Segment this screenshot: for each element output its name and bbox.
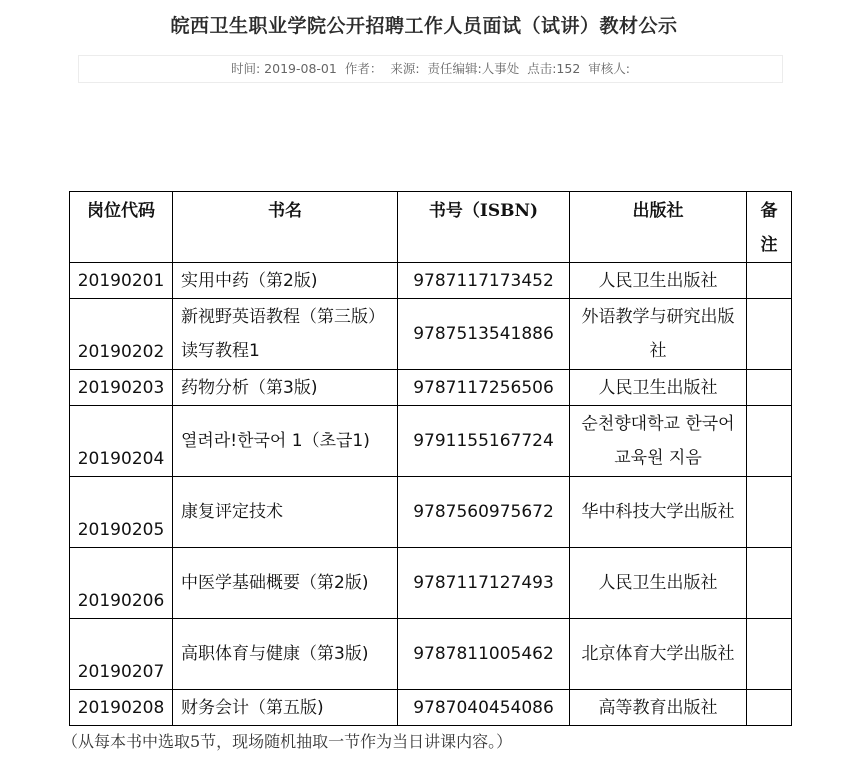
cell-isbn: 9787513541886 bbox=[398, 299, 570, 370]
table-row bbox=[70, 619, 792, 690]
cell-note bbox=[747, 548, 792, 619]
textbook-table bbox=[69, 191, 792, 726]
cell-isbn: 9787117256506 bbox=[398, 370, 570, 406]
cell-title: 열려라!한국어 1（초급1) bbox=[173, 406, 398, 477]
cell-title: 新视野英语教程（第三版）读写教程1 bbox=[173, 299, 398, 370]
header-isbn: 书号（ISBN) bbox=[398, 192, 570, 263]
table-row bbox=[70, 406, 792, 477]
cell-title: 康复评定技术 bbox=[173, 477, 398, 548]
cell-publisher: 北京体育大学出版社 bbox=[570, 619, 747, 690]
cell-isbn: 9787040454086 bbox=[398, 690, 570, 726]
header-note: 备注 bbox=[747, 192, 792, 263]
meta-time: 时间: 2019-08-01 bbox=[230, 61, 337, 76]
meta-editor: 责任编辑:人事处 bbox=[427, 61, 520, 76]
table-row bbox=[70, 690, 792, 726]
cell-title: 财务会计（第五版) bbox=[173, 690, 398, 726]
table-row bbox=[70, 263, 792, 299]
cell-code: 20190202 bbox=[70, 299, 173, 370]
header-publisher: 出版社 bbox=[570, 192, 747, 263]
footnote: （从每本书中选取5节，现场随机抽取一节作为当日讲课内容。） bbox=[62, 732, 513, 751]
cell-isbn: 9787560975672 bbox=[398, 477, 570, 548]
table-row bbox=[70, 299, 792, 370]
cell-isbn: 9787117127493 bbox=[398, 548, 570, 619]
meta-clicks: 点击:152 bbox=[527, 61, 581, 76]
cell-isbn: 9787811005462 bbox=[398, 619, 570, 690]
cell-publisher: 人民卫生出版社 bbox=[570, 548, 747, 619]
cell-note bbox=[747, 619, 792, 690]
table-row bbox=[70, 548, 792, 619]
cell-code: 20190203 bbox=[70, 370, 173, 406]
cell-isbn: 9791155167724 bbox=[398, 406, 570, 477]
header-code: 岗位代码 bbox=[70, 192, 173, 263]
cell-publisher: 人民卫生出版社 bbox=[570, 370, 747, 406]
meta-author: 作者： bbox=[344, 61, 383, 76]
article-title: 皖西卫生职业学院公开招聘工作人员面试（试讲）教材公示 bbox=[170, 15, 678, 37]
cell-code: 20190207 bbox=[70, 619, 173, 690]
cell-isbn: 9787117173452 bbox=[398, 263, 570, 299]
table-header-row bbox=[70, 192, 792, 263]
cell-code: 20190208 bbox=[70, 690, 173, 726]
cell-code: 20190201 bbox=[70, 263, 173, 299]
cell-title: 高职体育与健康（第3版) bbox=[173, 619, 398, 690]
cell-title: 药物分析（第3版) bbox=[173, 370, 398, 406]
cell-note bbox=[747, 690, 792, 726]
cell-publisher: 高等教育出版社 bbox=[570, 690, 747, 726]
cell-publisher: 순천향대학교 한국어교육원 지음 bbox=[570, 406, 747, 477]
cell-title: 中医学基础概要（第2版) bbox=[173, 548, 398, 619]
article-meta bbox=[78, 55, 783, 83]
table-row bbox=[70, 477, 792, 548]
cell-note bbox=[747, 477, 792, 548]
cell-note bbox=[747, 406, 792, 477]
cell-publisher: 华中科技大学出版社 bbox=[570, 477, 747, 548]
cell-note bbox=[747, 299, 792, 370]
cell-code: 20190205 bbox=[70, 477, 173, 548]
cell-note bbox=[747, 370, 792, 406]
cell-note bbox=[747, 263, 792, 299]
cell-code: 20190204 bbox=[70, 406, 173, 477]
table-row bbox=[70, 370, 792, 406]
cell-publisher: 外语教学与研究出版社 bbox=[570, 299, 747, 370]
cell-code: 20190206 bbox=[70, 548, 173, 619]
meta-reviewer: 审核人: bbox=[588, 61, 630, 76]
header-title: 书名 bbox=[173, 192, 398, 263]
meta-source: 来源: bbox=[390, 61, 420, 76]
cell-publisher: 人民卫生出版社 bbox=[570, 263, 747, 299]
cell-title: 实用中药（第2版) bbox=[173, 263, 398, 299]
